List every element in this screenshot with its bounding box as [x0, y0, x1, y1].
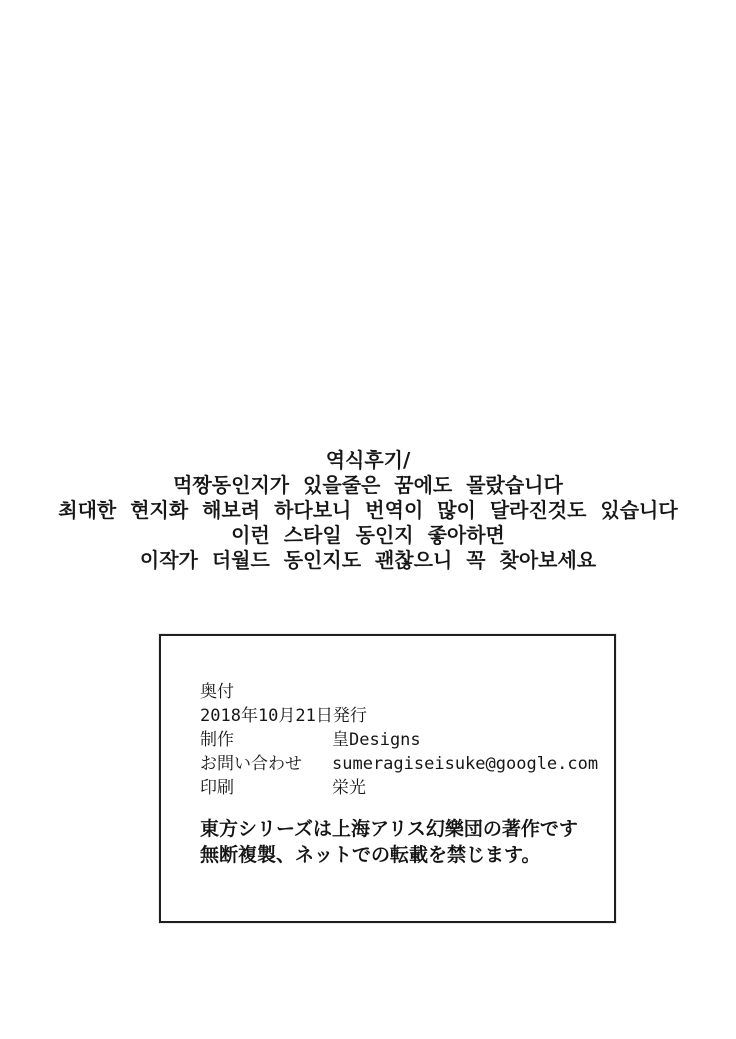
contact-label: お問い合わせ — [200, 754, 302, 774]
translator-afterword — [0, 448, 736, 573]
copyright-notice — [200, 816, 596, 868]
printing-value: 栄光 — [332, 778, 366, 798]
colophon-row-contact — [200, 752, 599, 776]
production-value: 皇Designs — [332, 730, 421, 750]
colophon-content — [161, 636, 614, 868]
reproduction-prohibition-line: 無断複製、ネットでの転載を禁じます。 — [200, 844, 541, 866]
afterword-line: 이런 스타일 동인지 좋아하면 — [231, 523, 505, 547]
publication-date: 2018年10月21日発行 — [200, 706, 367, 726]
copyright-line: 東方シリーズは上海アリス幻樂団の著作です — [200, 818, 578, 840]
colophon-row-production — [200, 728, 596, 752]
colophon-title: 奥付 — [200, 682, 234, 702]
contact-email: sumeragiseisuke@google.com — [332, 754, 599, 774]
afterword-title: 역식후기/ — [325, 448, 411, 472]
afterword-line: 이작가 더월드 동인지도 괜찮으니 꼭 찾아보세요 — [139, 548, 597, 572]
printing-label: 印刷 — [200, 778, 234, 798]
production-label: 制作 — [200, 730, 234, 750]
colophon-box — [159, 634, 616, 923]
colophon-row-printing — [200, 776, 596, 800]
afterword-line: 최대한 현지화 해보려 하다보니 번역이 많이 달라진것도 있습니다 — [58, 498, 678, 522]
afterword-line: 먹짱동인지가 있을줄은 꿈에도 몰랐습니다 — [173, 473, 563, 497]
